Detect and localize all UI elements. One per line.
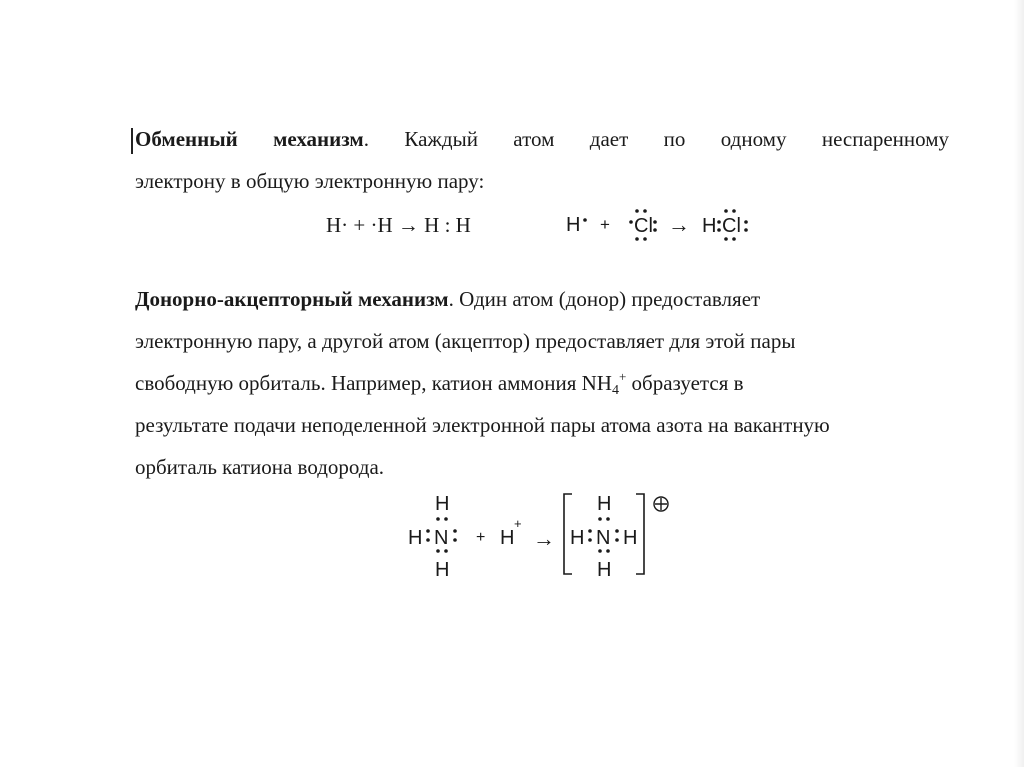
paragraph1-line2: электрону в общую электронную пару: — [135, 169, 485, 193]
nh4-subscript: 4 — [611, 383, 619, 398]
eq2-h: H — [566, 214, 581, 236]
eq3-arrow: → — [533, 526, 555, 551]
eq3-p-h-right: H — [623, 527, 638, 549]
eq2-h-electron — [583, 218, 587, 222]
eq3-p-n: N — [596, 527, 611, 549]
paragraph1-line1-rest: . Каждый атом дает по одному неспаренному — [363, 127, 949, 151]
eq3-h-left: H — [408, 527, 423, 549]
eq3-plus: + — [476, 529, 486, 546]
eq3-n: N — [434, 527, 449, 549]
paragraph2-line1 — [135, 278, 949, 320]
equation-ammonium — [400, 488, 690, 580]
slide-edge-shadow — [1014, 0, 1024, 767]
paragraph2 — [135, 278, 949, 488]
eq3-h-plus-charge: + — [514, 516, 522, 531]
text-cursor — [131, 128, 133, 154]
paragraph2-bold-term: Донорно-акцепторный механизм — [135, 287, 449, 311]
paragraph2-line3 — [135, 362, 949, 404]
paragraph2-line3-end: образуется в — [626, 371, 744, 395]
eq3-p-h-bottom: H — [597, 559, 612, 580]
eq3-h-top: H — [435, 493, 450, 515]
paragraph1-bold-term: Обменный механизм — [135, 127, 364, 151]
eq3-p-h-left: H — [570, 527, 585, 549]
eq3-charge-plus — [655, 498, 667, 510]
paragraph2-line1-rest: . Один атом (донор) предоставляет — [448, 287, 761, 311]
eq2-plus: + — [600, 215, 610, 234]
eq2-rhs-h: H — [702, 215, 717, 237]
eq2-cl: Cl — [634, 215, 653, 237]
paragraph2-line5: орбиталь катиона водорода. — [135, 455, 385, 479]
eq3-h-plus: H — [500, 527, 515, 549]
nh4-superscript: + — [618, 369, 627, 384]
paragraph2-line4: результате подачи неподеленной электронной пары атома азота на вакантную — [135, 413, 830, 437]
equation-hcl — [564, 202, 774, 246]
eq3-h-bottom: H — [435, 559, 450, 580]
paragraph2-line2: электронную пару, а другой атом (акцептор) предоставляет для этой пары — [135, 329, 796, 353]
eq2-rhs-cl: Cl — [722, 215, 741, 237]
equation-hydrogen-text: H· + ·H → H : H — [326, 213, 471, 237]
eq2-arrow: → — [668, 212, 690, 237]
paragraph2-line3-start: свободную орбиталь. Например, катион аммония NH — [135, 371, 612, 395]
eq3-p-h-top: H — [597, 493, 612, 515]
paragraph1-line1 — [135, 118, 949, 160]
equation-hydrogen — [326, 206, 506, 242]
